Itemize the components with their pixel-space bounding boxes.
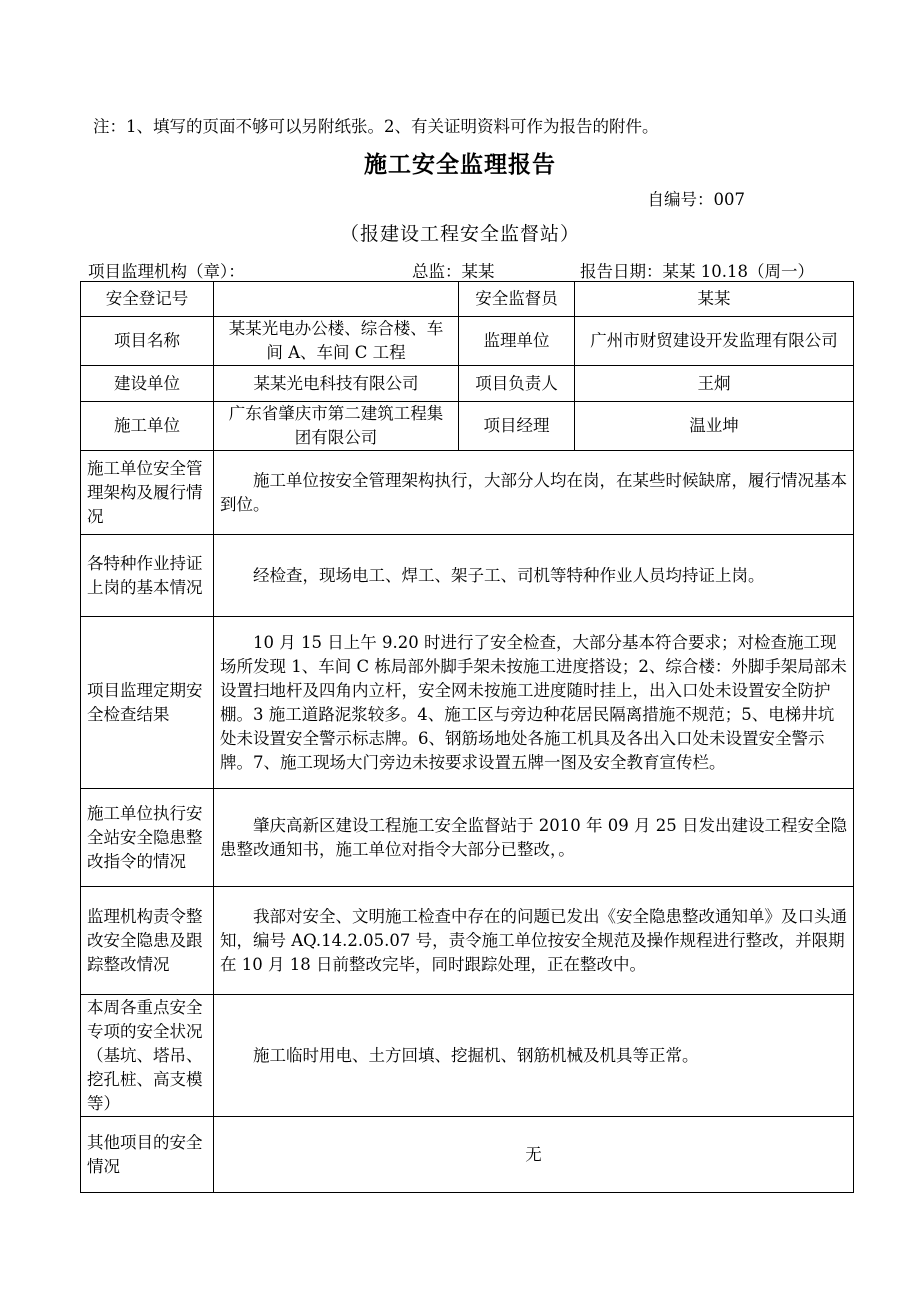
contractor-value: 广东省肇庆市第二建筑工程集团有限公司 [214,402,459,451]
table-row [81,402,854,451]
section-content [214,617,854,789]
manager-value: 温业坤 [575,402,854,451]
report-table [80,281,854,1193]
monitor-label: 监理单位 [459,317,575,366]
report-title: 施工安全监理报告 [364,151,556,178]
table-row [81,366,854,402]
section-label: 项目监理定期安全检查结果 [81,617,214,789]
section-label: 施工单位执行安全站安全隐患整改指令的情况 [81,789,214,887]
builder-value: 某某光电科技有限公司 [214,366,459,402]
reg-no-label: 安全登记号 [81,282,214,317]
section-content [214,535,854,617]
section-label: 监理机构责令整改安全隐患及跟踪整改情况 [81,887,214,995]
table-row [81,317,854,366]
table-row [81,995,854,1117]
section-content [214,451,854,535]
section-label: 本周各重点安全专项的安全状况（基坑、塔吊、挖孔桩、高支模等） [81,995,214,1117]
section-content [214,789,854,887]
footnote: 注：1、填写的页面不够可以另附纸张。2、有关证明资料可作为报告的附件。 [93,117,659,136]
supervisor-label: 安全监督员 [459,282,575,317]
section-text: 无 [525,1144,542,1164]
section-label: 各特种作业持证上岗的基本情况 [81,535,214,617]
report-date: 报告日期：某某 10.18（周一） [580,262,814,281]
builder-label: 建设单位 [81,366,214,402]
section-text: 10 月 15 日上午 9.20 时进行了安全检查，大部分基本符合要求；对检查施工现场所发现 1、车间 C 栋局部外脚手架未按施工进度搭设；2、综合楼：外脚手架局部未设置扫地杆及四角内立杆，安全网未按施工进度随时挂上，出入口处未设置安全防护棚。3 施工道路泥浆较多。4、施工区与旁边种花居民隔离措施不规范；5、电梯井坑处未设置安全警示标志牌。6、钢筋场地处各施工机具及各出入口处未设置安全警示牌。7、施工现场大门旁边未按要求设置五牌一图及安全教育宣传栏。 [220,632,847,772]
contractor-label: 施工单位 [81,402,214,451]
section-text: 我部对安全、文明施工检查中存在的问题已发出《安全隐患整改通知单》及口头通知，编号 AQ.14.2.05.07 号，责令施工单位按安全规范及操作规程进行整改，并限期在 10 月 18 日前整改完毕，同时跟踪处理，正在整改中。 [220,906,847,974]
supervision-agency: 项目监理机构（章）： [88,262,245,281]
monitor-value: 广州市财贸建设开发监理有限公司 [575,317,854,366]
supervisor-value: 某某 [575,282,854,317]
project-label: 项目名称 [81,317,214,366]
section-label: 施工单位安全管理架构及履行情况 [81,451,214,535]
chief-supervisor: 总监：某某 [412,262,495,281]
table-row [81,282,854,317]
leader-label: 项目负责人 [459,366,575,402]
reg-no-value [214,282,459,317]
section-text: 施工单位按安全管理架构执行，大部分人均在岗，在某些时候缺席，履行情况基本到位。 [220,470,847,514]
section-content [214,887,854,995]
manager-label: 项目经理 [459,402,575,451]
table-row [81,617,854,789]
section-text: 施工临时用电、土方回填、挖掘机、钢筋机械及机具等正常。 [253,1045,699,1065]
table-row [81,789,854,887]
project-value: 某某光电办公楼、综合楼、车间 A、车间 C 工程 [214,317,459,366]
table-row [81,451,854,535]
section-text: 经检查，现场电工、焊工、架子工、司机等特种作业人员均持证上岗。 [253,565,765,585]
section-text: 肇庆高新区建设工程施工安全监督站于 2010 年 09 月 25 日发出建设工程安全隐患整改通知书，施工单位对指令大部分已整改，。 [220,815,847,859]
table-row [81,535,854,617]
serial-number: 自编号：007 [647,190,745,209]
table-row [81,887,854,995]
leader-value: 王炯 [575,366,854,402]
section-label: 其他项目的安全情况 [81,1117,214,1193]
report-subtitle: （报建设工程安全监督站） [339,223,580,245]
section-content [214,995,854,1117]
table-row [81,1117,854,1193]
section-content [214,1117,854,1193]
